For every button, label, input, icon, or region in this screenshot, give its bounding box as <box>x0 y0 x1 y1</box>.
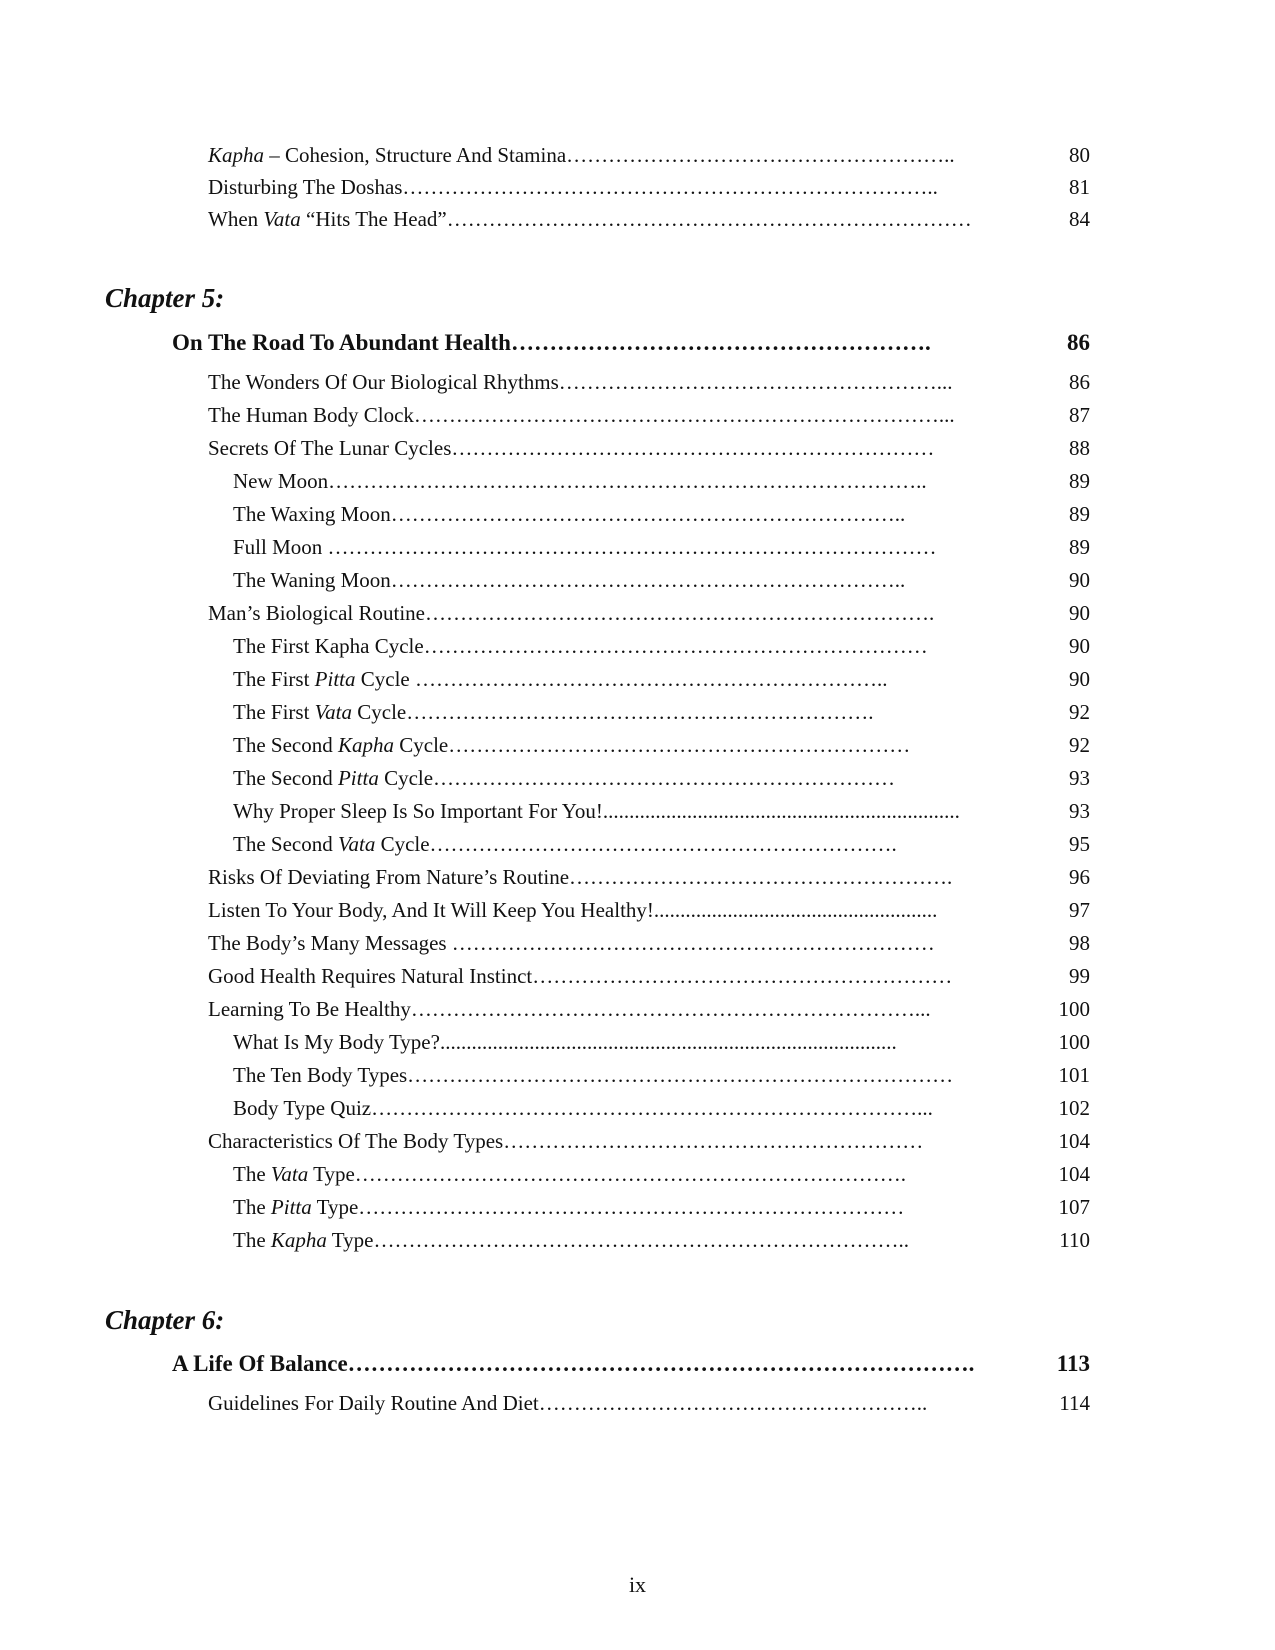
toc-entry-title: The Waning Moon……………………………………………………………….. <box>233 568 906 592</box>
toc-entry-page: 107 <box>1058 1195 1090 1219</box>
chapter-heading-title: On The Road To Abundant Health………………………………………………. <box>172 330 931 355</box>
toc-entry-page: 95 <box>1069 832 1090 856</box>
toc-entry-page: 81 <box>1069 175 1090 199</box>
toc-entry <box>208 140 1090 170</box>
toc-entry-title: Risks Of Deviating From Nature’s Routine………………………………………………. <box>208 865 953 889</box>
toc-subentry <box>233 730 1090 760</box>
toc-subentry <box>233 565 1090 595</box>
toc-subentry <box>233 1060 1090 1090</box>
toc-entry-title: The Second Pitta Cycle………………………………………………………… <box>233 766 896 790</box>
toc-entry-page: 87 <box>1069 403 1090 427</box>
toc-entry <box>208 367 1090 397</box>
toc-entry-title: The Kapha Type………………………………………………………………….. <box>233 1228 909 1252</box>
toc-entry-page: 104 <box>1058 1162 1090 1186</box>
chapter-heading-title: A Life Of Balance………………………………………………………………………. <box>172 1351 975 1376</box>
chapter-label: Chapter 6: <box>105 1305 225 1335</box>
toc-entry-page: 110 <box>1059 1228 1090 1252</box>
toc-entry-title: Learning To Be Healthy………………………………………………………………... <box>208 997 931 1021</box>
toc-entry-page: 90 <box>1069 568 1090 592</box>
toc-subentry <box>233 631 1090 661</box>
toc-subentry <box>233 1159 1090 1189</box>
toc-entry <box>208 1388 1090 1418</box>
toc-entry-page: 102 <box>1058 1096 1090 1120</box>
toc-entry-page: 100 <box>1058 1030 1090 1054</box>
toc-entry-page: 92 <box>1069 733 1090 757</box>
toc-entry <box>208 961 1090 991</box>
toc-entry-title: The First Kapha Cycle……………………………………………………………… <box>233 634 928 658</box>
toc-entry <box>208 994 1090 1024</box>
toc-entry-title: The Ten Body Types…………………………………………………………………… <box>233 1063 954 1087</box>
toc-subentry <box>233 829 1090 859</box>
toc-subentry <box>233 763 1090 793</box>
toc-entry-page: 88 <box>1069 436 1090 460</box>
toc-entry-page: 89 <box>1069 469 1090 493</box>
chapter-heading-page: 86 <box>1067 330 1090 355</box>
toc-subentry <box>233 1027 1090 1057</box>
toc-subentry <box>233 1093 1090 1123</box>
toc-entry <box>208 895 1090 925</box>
toc-entry <box>208 598 1090 628</box>
toc-entry-title: Body Type Quiz……………………………………………………………………... <box>233 1096 933 1120</box>
toc-entry-title: New Moon………………………………………………………………………….. <box>233 469 927 493</box>
toc-entry-page: 86 <box>1069 370 1090 394</box>
toc-entry-page: 104 <box>1058 1129 1090 1153</box>
toc-entry-title: Man’s Biological Routine………………………………………………………………. <box>208 601 935 625</box>
toc-entry-page: 93 <box>1069 799 1090 823</box>
toc-entry-page: 93 <box>1069 766 1090 790</box>
toc-entry-title: The Waxing Moon……………………………………………………………….. <box>233 502 906 526</box>
toc-subentry <box>233 1192 1090 1222</box>
toc-entry-title: Kapha – Cohesion, Structure And Stamina……………………………………………….. <box>208 143 955 167</box>
toc-entry <box>208 400 1090 430</box>
toc-entry-title: Full Moon …………………………………………………………………………… <box>233 535 937 559</box>
toc-entry-title: The Second Vata Cycle…………………………………………………………. <box>233 832 897 856</box>
toc-subentry <box>233 796 1090 826</box>
toc-entry <box>208 204 1090 234</box>
toc-entry-title: Good Health Requires Natural Instinct…………………………………………………… <box>208 964 953 988</box>
toc-entry-title: The Human Body Clock…………………………………………………………………... <box>208 403 955 427</box>
toc-entry-page: 99 <box>1069 964 1090 988</box>
toc-entry-title: Secrets Of The Lunar Cycles…………………………………………………………… <box>208 436 935 460</box>
toc-subentry <box>233 532 1090 562</box>
toc-subentry <box>233 664 1090 694</box>
toc-entry-title: The Pitta Type…………………………………………………………………… <box>233 1195 905 1219</box>
toc-entry <box>208 172 1090 202</box>
toc-entry-page: 101 <box>1058 1063 1090 1087</box>
chapter-heading <box>172 326 1090 360</box>
toc-entry-title: Listen To Your Body, And It Will Keep You Healthy!...................................................... <box>208 898 938 922</box>
toc-entry-page: 80 <box>1069 143 1090 167</box>
toc-entry-title: The Vata Type……………………………………………………………………. <box>233 1162 907 1186</box>
toc-entry-page: 89 <box>1069 502 1090 526</box>
toc-entry-title: Why Proper Sleep Is So Important For You!.................................................................... <box>233 799 960 823</box>
toc-entry <box>208 433 1090 463</box>
toc-entry-page: 89 <box>1069 535 1090 559</box>
toc-entry-title: The First Vata Cycle…………………………………………………………. <box>233 700 874 724</box>
toc-entry-title: What Is My Body Type?....................................................................................... <box>233 1030 897 1054</box>
toc-entry-page: 97 <box>1069 898 1090 922</box>
toc-entry-page: 90 <box>1069 634 1090 658</box>
toc-entry-page: 92 <box>1069 700 1090 724</box>
toc-entry-page: 84 <box>1069 207 1090 231</box>
toc-entry-page: 114 <box>1059 1391 1090 1415</box>
toc-subentry <box>233 1225 1090 1255</box>
chapter-heading <box>172 1347 1090 1381</box>
toc-entry-title: The Second Kapha Cycle………………………………………………………… <box>233 733 911 757</box>
toc-entry-page: 96 <box>1069 865 1090 889</box>
toc-entry <box>208 862 1090 892</box>
toc-entry <box>208 1126 1090 1156</box>
page-number: ix <box>628 1572 647 1597</box>
chapter-label: Chapter 5: <box>105 283 225 313</box>
toc-entry-title: When Vata “Hits The Head”………………………………………………………………… <box>208 207 972 231</box>
toc-entry-title: Disturbing The Doshas………………………………………………………………….. <box>208 175 938 199</box>
toc-entry-page: 100 <box>1058 997 1090 1021</box>
toc-entry-title: The Body’s Many Messages …………………………………………………………… <box>208 931 935 955</box>
toc-entry-title: Characteristics Of The Body Types…………………………………………………… <box>208 1129 924 1153</box>
toc-entry-title: Guidelines For Daily Routine And Diet……………………………………………….. <box>208 1391 928 1415</box>
chapter-heading-page: 113 <box>1056 1351 1090 1376</box>
toc-entry <box>208 928 1090 958</box>
toc-entry-page: 98 <box>1069 931 1090 955</box>
toc-entry-page: 90 <box>1069 601 1090 625</box>
toc-entry-title: The Wonders Of Our Biological Rhythms………………………………………………... <box>208 370 953 394</box>
toc-entry-page: 90 <box>1069 667 1090 691</box>
toc-subentry <box>233 697 1090 727</box>
toc-entry-title: The First Pitta Cycle ………………………………………………………….. <box>233 667 888 691</box>
toc-subentry <box>233 466 1090 496</box>
toc-subentry <box>233 499 1090 529</box>
